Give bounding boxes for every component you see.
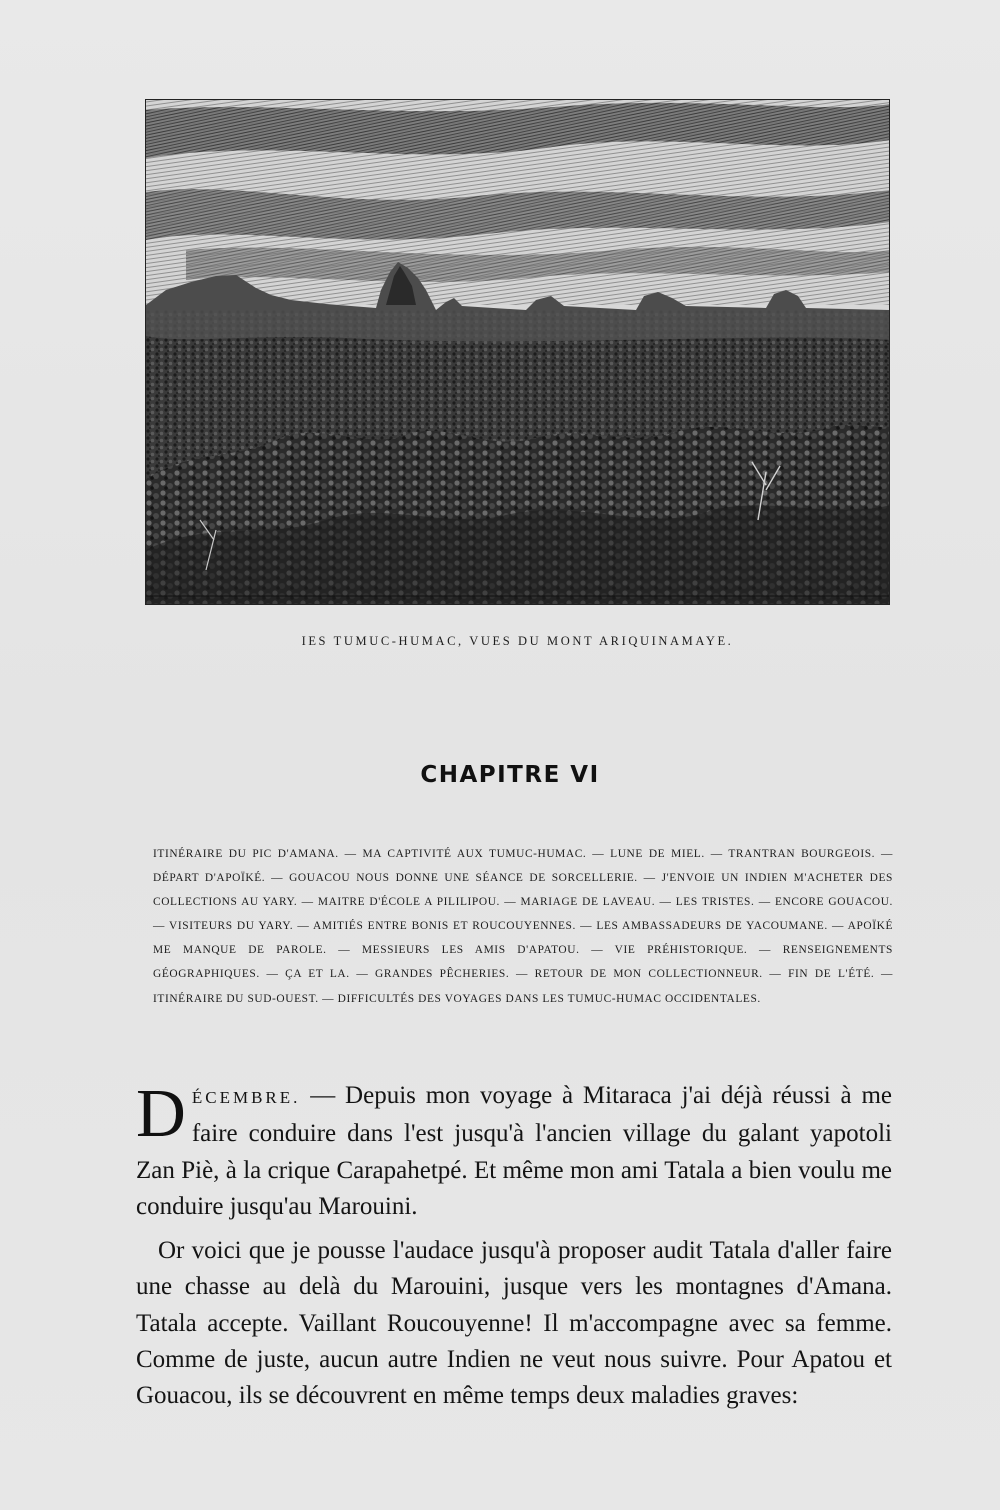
chapter-title: CHAPITRE VI (420, 762, 600, 788)
body-text (136, 1075, 892, 1415)
illustration-caption: IES TUMUC-HUMAC, VUES DU MONT ARIQUINAMAYE. (301, 634, 734, 648)
landscape-illustration (145, 99, 890, 605)
paragraph-1-text: — Depuis mon voyage à Mitaraca j'ai déjà réussi à me faire conduire dans l'est jusqu'à l'ancien village du galant yapotoli Zan Piè, à la crique Carapahetpé. Et même mon ami Tatala a bien voulu me conduire jusqu'au Marouini. (136, 1082, 892, 1220)
chapter-summary: ITINÉRAIRE DU PIC D'AMANA. — MA CAPTIVITÉ AUX TUMUC-HUMAC. — LUNE DE MIEL. — TRANTRAN BOURGEOIS. — DÉPART D'APOÏKÉ. — GOUACOU NOUS DONNE UNE SÉANCE DE SORCELLERIE. — J'ENVOIE UN INDIEN M'ACHETER DES COLLECTIONS AU YARY. — MAITRE D'ÉCOLE A PILILIPOU. — MARIAGE DE LAVEAU. — LES TRISTES. — ENCORE GOUACOU. — VISITEURS DU YARY. — AMITIÉS ENTRE BONIS ET ROUCOUYENNES. — LES AMBASSADEURS DE YACOUMANE. — APOÏKÉ ME MANQUE DE PAROLE. — MESSIEURS LES AMIS D'APATOU. — VIE PRÉHISTORIQUE. — RENSEIGNEMENTS GÉOGRAPHIQUES. — ÇA ET LA. — GRANDES PÊCHERIES. — RETOUR DE MON COLLECTIONNEUR. — FIN DE L'ÉTÉ. — ITINÉRAIRE DU SUD-OUEST. — DIFFICULTÉS DES VOYAGES DANS LES TUMUC-HUMAC OCCIDENTALES. (153, 848, 893, 1005)
lead-word: ÉCEMBRE. (191, 1088, 301, 1107)
paragraph-2: Or voici que je pousse l'audace jusqu'à proposer audit Tatala d'aller faire une chasse au delà du Marouini, jusque vers les montagnes d'Amana. Tatala accepte. Vaillant Roucouyenne! Il m'accompagne avec sa femme. Comme de juste, aucun autre Indien ne veut nous suivre. Pour Apatou et Gouacou, ils se découvrent en même temps deux maladies graves: (136, 1237, 892, 1410)
paragraph-1 (136, 1075, 892, 1225)
engraving-drawing (146, 100, 890, 605)
drop-cap: D (136, 1075, 186, 1151)
